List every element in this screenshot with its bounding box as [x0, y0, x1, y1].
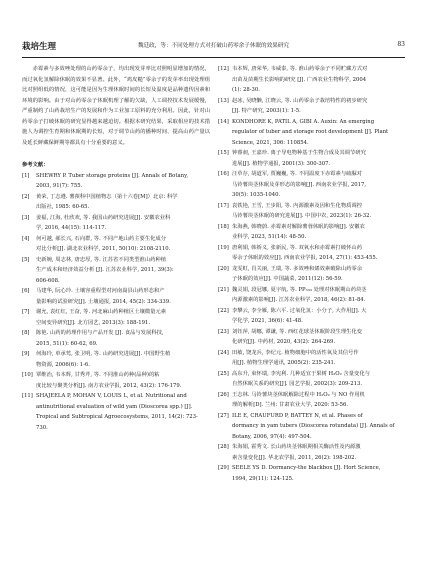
reference-text: 朱海娟, 霍秀文. 长山药块茎休眠期相关酶活性及内源激 素含量变化[J]. 华北农学报, 2011, 26(2): 198-202. [232, 444, 361, 461]
reference-number: [24] [218, 349, 229, 356]
reference-item [218, 222, 406, 243]
reference-text: 魏灵娟, 段冠娜, 夏宇航, 等. PP₃₃₃ 处理对休眠期山药块茎 内源激素的影响[J]. 江苏农业科学, 2018, 46(2): 81-84. [232, 286, 367, 303]
reference-item [218, 390, 406, 411]
reference-number: [19] [218, 244, 229, 251]
reference-text: 高东升, 束怀瑞, 李宪利. 几种适宜于果树 H₂O₂ 含量变化与 自然休眠关系的研究[J]. 园艺学报, 2002(3): 209-213. [232, 370, 370, 387]
reference-number: [21] [218, 286, 229, 293]
reference-item [218, 463, 406, 484]
body-paragraph: 赤霉素与多效唑处理的山药零余子，均出现发芽率比对照明显增加的情况，而过氧化氢解除休眠的效果不显著。此外，“鸡皮糙”零余子的发芽率出现处理组比对照组低的情况，这可能是因为生理休眠时间的长短及温度是品种遗传因素和环境的影响。由于对山药零余子休眠机理了解的欠缺，人工调控技术发展缓慢，严重制约了山药栽培生产的发展和作为工业加工原料的充分利用。因此，针对山药零余子打破休眠的研究显得越来越迫切。根据本研究结果，采取相应的技术措施人为调控生育期和休眠期的长短，对于调节山药的播种时间、提高山药产量以及延长鲜藏保鲜期等都具有十分重要的意义。 [22, 66, 210, 146]
reference-number: [28] [218, 444, 229, 450]
reference-item [218, 411, 406, 443]
reference-text: SEELE YS D. Dormancy-the blackbox [J]. Hort Science, 1994, 29(11): 124-125. [232, 465, 381, 482]
reference-text: 韦本辉, 唐荣华, 韦威泰, 等. 淮山药零余子不同贮藏方式对 出苗及苗期生长影响的研究 [J]. 广西农业生物科学, 2004 (1): 28-30. [232, 66, 368, 93]
reference-number: [27] [218, 412, 229, 419]
reference-text: 田敏, 饶龙兵, 李纪元. 植物细胞中的活性氧及其信号作 用[J]. 植物生理学通讯, 2005(2): 235-241. [232, 349, 359, 366]
reference-number: [25] [218, 370, 229, 377]
reference-item [218, 201, 406, 222]
reference-item [22, 171, 210, 192]
reference-text: SHEWRY P. Tuber storage proteins [J]. Annals of Botany, 2003, 91(7): 755. [36, 172, 189, 189]
reference-text: 姜福, 江海, 杜欣欢, 等. 我国山药研究进展[J]. 安徽农业科 学, 2016, 44(15): 114-117. [36, 214, 171, 231]
running-title: 魏廷政，等：不同处理方式对打破山药零余子休眠的效果研究 [137, 43, 290, 49]
reference-number: [10] [22, 372, 33, 378]
reference-item [22, 192, 210, 213]
reference-number: [9] [22, 351, 30, 357]
reference-text: 史新婉, 周志林, 唐忠厚, 等. 江苏省不同类型淮山药种植 生产成本和经济效益分析 [J]. 江苏农业科学, 2011, 39(3): 606-608. [36, 256, 174, 284]
reference-item [22, 234, 210, 255]
reference-item [22, 391, 210, 433]
reference-number: [2] [22, 193, 30, 200]
reference-text: 袁铁艳, 王雪, 王步阳, 等. 内源激素及因和生化物质调控 马铃薯块茎休眠的研究进展[J]. 中国中农, 2023(1): 26-32. [232, 202, 372, 219]
reference-text: 刘钰萍, 胡娜, 谭谦, 等. 西红花球茎休眠阶段生理生化变 化研究[J]. 中药材, 2020, 43(2): 264-269. [232, 328, 363, 345]
reference-text: KONDHORE K, PATIL A, GIBI A. Auxin: An emerging regulator of tuber and storage root development [J]. Plant Science, 2021, 306: 110854. [232, 118, 389, 146]
page-header [22, 40, 405, 54]
reference-number: [1] [22, 172, 30, 179]
reference-item [218, 442, 406, 463]
reference-text: 李攀云, 李全雁, 陈六平. 过氧化氢：小分子, 大作用[J]. 大 学化学, 2021, 36(6): 41-48. [232, 307, 367, 324]
reference-text: 马建华, 阮心玲. 土壤容重程型对河南嵩县山药形态和产 量影响的试验研究[J]. 土壤通报, 2014, 45(2): 334-339. [36, 288, 171, 305]
reference-item [22, 307, 210, 328]
reference-list-right [218, 64, 406, 484]
reference-item [218, 348, 406, 369]
reference-number: [7] [22, 309, 30, 315]
left-column [22, 64, 210, 433]
reference-item [218, 306, 406, 327]
reference-number: [12] [218, 66, 229, 72]
reference-number: [4] [22, 235, 30, 242]
reference-number: [15] [218, 150, 229, 156]
reference-item [218, 264, 406, 285]
reference-item [218, 169, 406, 201]
reference-item [22, 255, 210, 287]
reference-text: 覃维治, 韦本辉, 甘秀芹, 等. 不同淮山药种(品种)的粘 度比较与聚类分析[J]. 南方农业学报, 2012, 43(2): 176-179. [36, 372, 182, 389]
page-number: 83 [397, 41, 405, 48]
reference-item [218, 285, 406, 306]
reference-text: 王志林. 马铃薯块茎休眠解除过程中 H₂O₂ 与 NO 作用机 理的解析[D]. 兰州: 甘肃农业大学, 2020: 53-56. [232, 391, 365, 408]
reference-item [22, 328, 210, 349]
reference-number: [16] [218, 171, 229, 177]
reference-text: 汪草存, 胡道军, 贾巍巍, 等. 不同温度下赤霉素与硫脲对 马铃薯块茎休眠及芽形态的影响[J]. 西南农业学报, 2017, 30(5): 1035-1040. [232, 171, 367, 198]
journal-section-label: 栽培生理 [22, 42, 57, 52]
reference-item [218, 64, 406, 96]
reference-number: [26] [218, 391, 229, 398]
reference-text: 龙雯虹, 肖关丽, 王瑞, 等. 多效唑和烯效素破除山药零余 子休眠的效应[J]. 中国蔬菜, 2011(12): 56-59. [232, 265, 363, 282]
reference-item [22, 370, 210, 391]
reference-number: [18] [218, 223, 229, 230]
right-column [218, 64, 406, 484]
reference-text: 黄荣, 丁志遵. 薯蓣科中国植物志（第十六卷[M]）北京: 科学 出版社, 1985: 60-65. [36, 193, 178, 210]
reference-item [218, 369, 406, 390]
reference-text: 朱海燕, 韩晓蔚. 赤霉素对解除薯蓉休眠的影响[J]. 安徽农 业科学, 2023, 51(14): 48-50. [232, 223, 365, 240]
reference-number: [6] [22, 288, 30, 294]
reference-item [22, 286, 210, 307]
reference-text: ILE E, CRAUFURD P, BATTEY N, et al. Phases of dormancy in yam tubers (Dioscorea rotundata) [J]. Annals of Botany, 2006, 97(4): 497-504. [232, 412, 395, 440]
reference-number: [22] [218, 307, 229, 314]
reference-number: [3] [22, 214, 30, 221]
reference-item [218, 243, 406, 264]
reference-item [218, 96, 406, 117]
reference-text: 陈艳. 山药的药理作用与产品开发 [J]. 食品与发展科技, 2015, 51(1): 60-62, 69. [36, 330, 164, 347]
reference-text: 钟睿昶, 王嘉珍. 离子导电物种基于生物合成及其调节研究 进展[J]. 植物学通报, 2001(3): 300-307. [232, 150, 366, 167]
reference-text: 唐利娟, 韩娇义, 张新民, 等. 双氧水和赤霉素打破怀山药 零余子休眠的效应[J]. 西南农业学报, 2014, 27(1): 453-455. [232, 244, 378, 261]
reference-text: 谢允, 袁红红, 王奋, 等. 河北麻山药种植区土壤微量元素 空间变异研究[J]. 北方园艺, 2013(3): 188-191. [36, 309, 167, 326]
reference-text: 赵冰, 吴晓懒, 江晓云, 等. 山药零余子栽培特性的初步研究 [J]. 特产研究, 2003(1): 1-5. [232, 97, 368, 114]
reference-text: 何海玲, 单承莺, 张卫明, 等. 山药研究进展[J]. 中国野生植 物资源, 2006(6): 1-6. [36, 351, 171, 368]
reference-number: [5] [22, 256, 30, 263]
reference-number: [11] [22, 393, 33, 399]
reference-item [218, 117, 406, 149]
reference-list-left [22, 171, 210, 434]
reference-number: [8] [22, 330, 30, 336]
reference-item [22, 349, 210, 370]
reference-number: [29] [218, 465, 229, 471]
reference-number: [20] [218, 265, 229, 272]
reference-number: [13] [218, 97, 229, 104]
reference-item [218, 327, 406, 348]
reference-number: [14] [218, 118, 229, 125]
header-rule [22, 57, 405, 58]
reference-text: SHAJEELA P, MOHAN V, LOUIS L, et al. Nutritional and antinutritional evaluation of wild yam (Dioscorea spp.) [J]. Tropical and Subtropical Agroecosystems, 2011, 14(2): 723- 730. [36, 393, 198, 431]
reference-item [218, 148, 406, 169]
references-heading: 参考文献： [22, 162, 49, 168]
reference-number: [23] [218, 328, 229, 335]
reference-number: [17] [218, 202, 229, 209]
reference-text: 何可越, 郝长兴, 石向群, 等. 不同产地山药主要生化成分 对比分析[J]. 湖北农业科学, 2011, 50(10): 2108-2110. [36, 235, 171, 252]
reference-item [22, 213, 210, 234]
